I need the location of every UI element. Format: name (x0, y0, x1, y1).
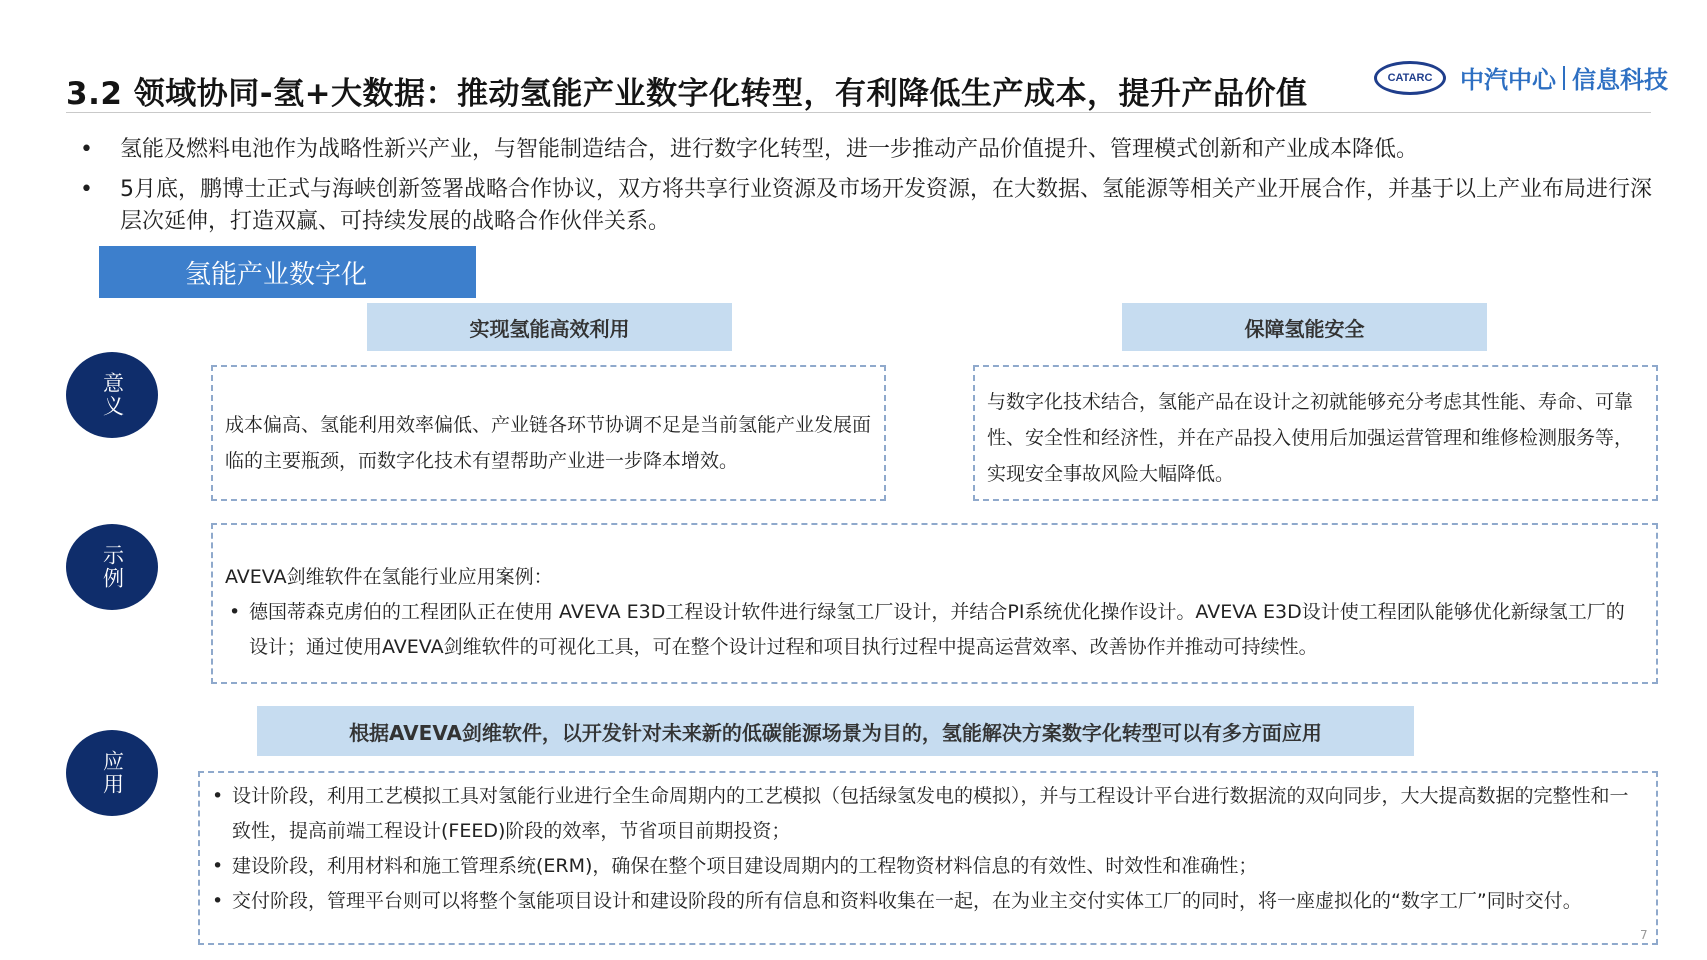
intro-bullets (80, 134, 1655, 246)
company-logo (1374, 60, 1668, 95)
efficiency-box (211, 365, 886, 501)
efficiency-text: 成本偏高、氢能利用效率偏低、产业链各环节协调不足是当前氢能产业发展面临的主要瓶颈，而数字化技术有望帮助产业进一步降本增效。 (225, 414, 872, 472)
example-circle (66, 524, 158, 610)
example-intro: AVEVA剑维软件在氢能行业应用案例： (225, 566, 553, 588)
significance-circle (66, 352, 158, 438)
example-label: 示例 (100, 544, 125, 590)
safety-text: 与数字化技术结合，氢能产品在设计之初就能够充分考虑其性能、寿命、可靠性、安全性和经济性，并在产品投入使用后加强运营管理和维修检测服务等，实现安全事故风险大幅降低。 (987, 391, 1634, 485)
catarc-logo-icon: CATARC (1374, 61, 1446, 95)
safety-box (973, 365, 1658, 501)
application-item: • 交付阶段，管理平台则可以将整个氢能项目设计和建设阶段的所有信息和资料收集在一起，在为业主交付实体工厂的同时，将一座虚拟化的“数字工厂”同时交付。 (208, 884, 1646, 919)
intro-bullet-text: 5月底，鹏博士正式与海峡创新签署战略合作协议，双方将共享行业资源及市场开发资源，在大数据、氢能源等相关产业开展合作，并基于以上产业布局进行深层次延伸，打造双赢、可持续发展的战略合作伙伴关系。 (120, 177, 1653, 234)
intro-bullet (80, 174, 1655, 238)
safety-header: 保障氢能安全 (1122, 303, 1487, 351)
logo-company-name: 中汽中心 (1460, 66, 1556, 94)
application-header: 根据AVEVA剑维软件，以开发针对未来新的低碳能源场景为目的，氢能解决方案数字化转型可以有多方面应用 (257, 706, 1414, 756)
page-number: 7 (1640, 928, 1648, 942)
logo-unit-name: 信息科技 (1572, 66, 1668, 94)
example-list (225, 595, 1642, 665)
application-circle (66, 730, 158, 816)
application-item: • 建设阶段，利用材料和施工管理系统(ERM)，确保在整个项目建设周期内的工程物资材料信息的有效性、时效性和准确性； (208, 849, 1646, 884)
title-divider (66, 112, 1651, 113)
application-list (208, 779, 1646, 919)
bullet-dot: • (80, 137, 93, 162)
page-title: 3.2 领域协同-氢+大数据：推动氢能产业数字化转型，有利降低生产成本，提升产品价值 (66, 76, 1308, 112)
intro-bullet (80, 134, 1655, 166)
application-item: • 设计阶段，利用工艺模拟工具对氢能行业进行全生命周期内的工艺模拟（包括绿氢发电的模拟），并与工程设计平台进行数据流的双向同步，大大提高数据的完整性和一致性，提高前端工程设计(FEED)阶段的效率，节省项目前期投资； (208, 779, 1646, 849)
efficiency-header: 实现氢能高效利用 (367, 303, 732, 351)
example-box (211, 523, 1658, 684)
application-box (198, 771, 1658, 945)
significance-label: 意义 (100, 372, 125, 418)
application-label: 应用 (100, 750, 125, 796)
bullet-dot: • (80, 177, 93, 202)
section-banner: 氢能产业数字化 (99, 246, 476, 298)
example-item: • 德国蒂森克虏伯的工程团队正在使用 AVEVA E3D工程设计软件进行绿氢工厂设计，并结合PI系统优化操作设计。AVEVA E3D设计使工程团队能够优化新绿氢工厂的设计；通过使用AVEVA剑维软件的可视化工具，可在整个设计过程和项目执行过程中提高运营效率、改善协作并推动可持续性。 (225, 595, 1642, 665)
intro-bullet-text: 氢能及燃料电池作为战略性新兴产业，与智能制造结合，进行数字化转型，进一步推动产品价值提升、管理模式创新和产业成本降低。 (120, 137, 1419, 162)
logo-divider (1563, 66, 1565, 90)
